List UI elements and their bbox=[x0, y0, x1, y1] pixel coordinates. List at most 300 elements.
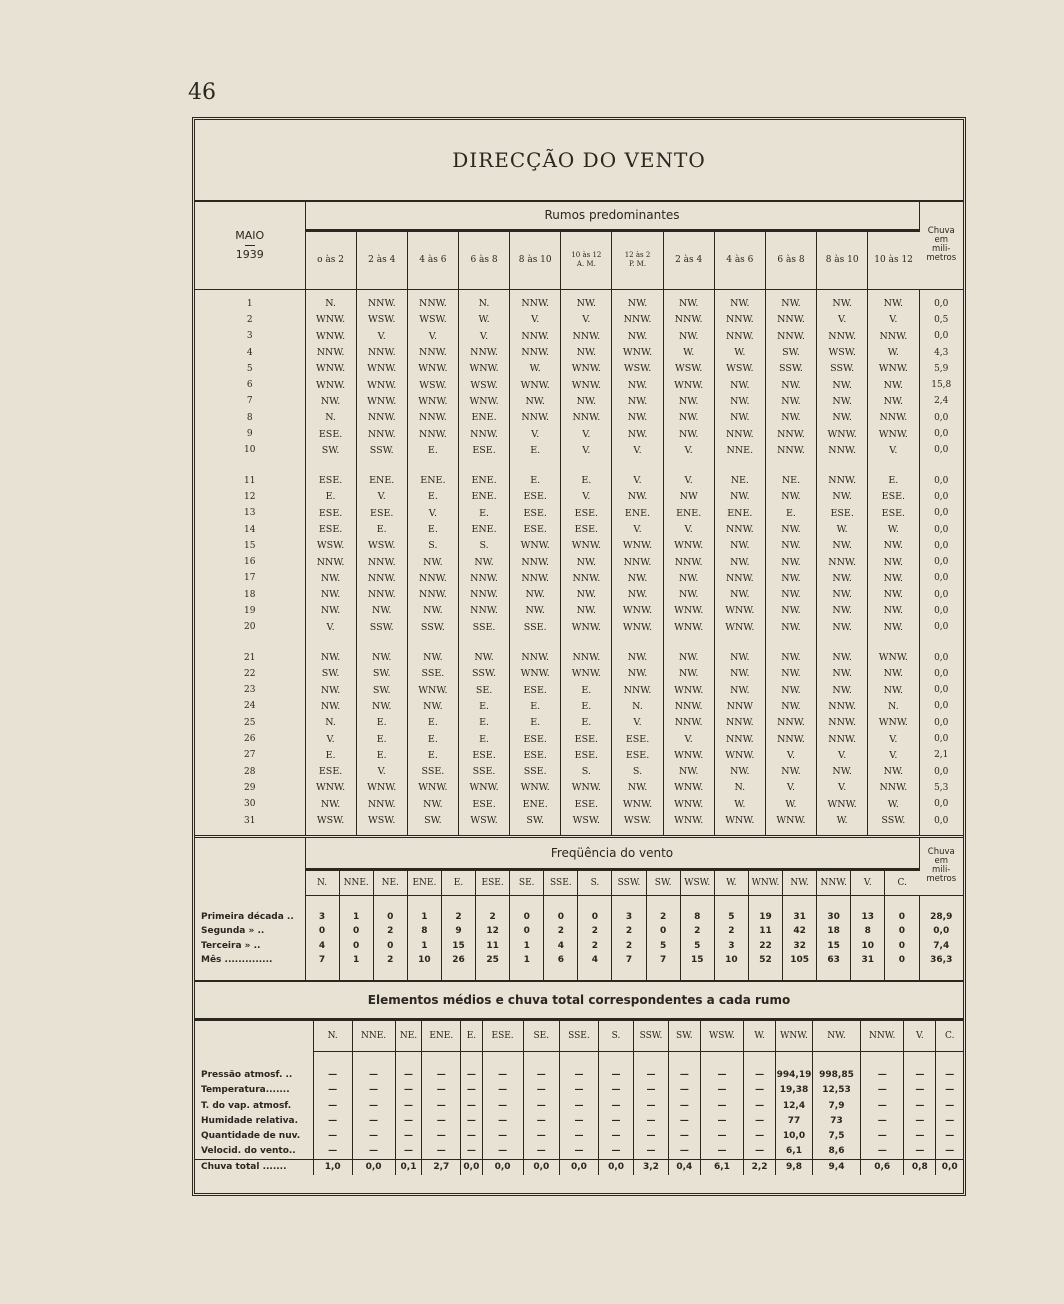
direction-header: NW. bbox=[812, 1019, 860, 1051]
wind-direction-cell: E. bbox=[510, 698, 561, 714]
frequency-value: 2 bbox=[578, 939, 612, 954]
frequency-value: 7 bbox=[646, 953, 680, 968]
element-value: — bbox=[598, 1083, 633, 1098]
element-value: — bbox=[743, 1068, 775, 1083]
element-value: — bbox=[904, 1128, 936, 1143]
spacer-cell bbox=[919, 968, 963, 981]
frequency-row bbox=[195, 939, 963, 954]
spacer-cell bbox=[598, 1051, 633, 1068]
row-label: Pressão atmosf. .. bbox=[195, 1068, 313, 1083]
wind-direction-cell: ENE. bbox=[407, 472, 458, 488]
day-number: 10 bbox=[195, 442, 305, 458]
wind-direction-cell: V. bbox=[612, 521, 663, 537]
wind-direction-cell: NW. bbox=[817, 538, 868, 554]
spacer-cell bbox=[680, 895, 714, 910]
wind-direction-cell: NW. bbox=[817, 489, 868, 505]
wind-direction-cell: WNW. bbox=[305, 361, 356, 377]
wind-direction-cell: NNW. bbox=[458, 570, 509, 586]
rain-value: 15,8 bbox=[931, 380, 952, 391]
elem-blank bbox=[195, 1019, 313, 1051]
wind-direction-cell: ESE. bbox=[510, 731, 561, 747]
wind-direction-cell: WSW. bbox=[407, 312, 458, 328]
day-row bbox=[195, 377, 963, 393]
spacer-cell bbox=[195, 968, 305, 981]
wind-direction-cell: W. bbox=[714, 344, 765, 360]
wind-direction-cell: ESE. bbox=[817, 505, 868, 521]
spacer-cell bbox=[646, 968, 680, 981]
wind-direction-cell: NW. bbox=[714, 393, 765, 409]
element-value: — bbox=[461, 1068, 483, 1083]
wind-direction-cell: NNW. bbox=[817, 715, 868, 731]
element-value: — bbox=[523, 1128, 560, 1143]
wind-direction-cell: E. bbox=[458, 505, 509, 521]
element-value: — bbox=[482, 1098, 523, 1113]
wind-direction-cell: ENE. bbox=[458, 410, 509, 426]
wind-direction-cell: SSW. bbox=[868, 812, 919, 828]
frequency-value: 2 bbox=[441, 910, 475, 925]
element-value: — bbox=[395, 1068, 422, 1083]
wind-direction-cell: V. bbox=[356, 328, 407, 344]
wind-direction-cell: NW. bbox=[305, 587, 356, 603]
page-number: 46 bbox=[188, 80, 216, 105]
hour-header bbox=[612, 230, 663, 289]
wind-direction-cell: WNW. bbox=[714, 603, 765, 619]
element-row bbox=[195, 1098, 963, 1113]
wind-direction-cell: E. bbox=[510, 472, 561, 488]
wind-direction-cell: NW. bbox=[765, 682, 816, 698]
element-value: 0,1 bbox=[395, 1159, 422, 1175]
wind-direction-cell: NW. bbox=[868, 764, 919, 780]
wind-direction-cell: ESE. bbox=[510, 747, 561, 763]
wind-direction-cell: SSW. bbox=[765, 361, 816, 377]
element-value: — bbox=[904, 1098, 936, 1113]
direction-header: WSW. bbox=[700, 1019, 743, 1051]
element-value: — bbox=[352, 1083, 395, 1098]
spacer-cell bbox=[714, 968, 748, 981]
wind-direction-cell: E. bbox=[765, 505, 816, 521]
day-number: 17 bbox=[195, 570, 305, 586]
wind-direction-cell: NW. bbox=[305, 393, 356, 409]
frequency-value: 1 bbox=[407, 910, 441, 925]
wind-direction-cell: E. bbox=[561, 682, 612, 698]
frequency-value: 31 bbox=[783, 910, 817, 925]
direction-header: N. bbox=[313, 1019, 352, 1051]
freq-rain-header bbox=[919, 838, 963, 896]
wind-direction-cell: NW. bbox=[817, 666, 868, 682]
direction-header: NNW. bbox=[817, 869, 851, 895]
spacer-cell bbox=[195, 458, 305, 472]
day-number: 6 bbox=[195, 377, 305, 393]
day-row bbox=[195, 472, 963, 488]
wind-direction-cell: NNW. bbox=[407, 344, 458, 360]
frequency-value: 10 bbox=[714, 953, 748, 968]
wind-direction-cell: V. bbox=[868, 747, 919, 763]
wind-direction-cell: WNW. bbox=[714, 747, 765, 763]
frequency-value: 3 bbox=[305, 910, 339, 925]
frequency-value: 0 bbox=[339, 924, 373, 939]
direction-header: SE. bbox=[510, 869, 544, 895]
day-row bbox=[195, 796, 963, 812]
element-value: — bbox=[743, 1083, 775, 1098]
spacer-cell bbox=[885, 968, 919, 981]
rain-header-line: metros bbox=[926, 253, 957, 264]
wind-direction-cell: SSE. bbox=[510, 619, 561, 635]
frequency-value: 63 bbox=[817, 953, 851, 968]
wind-direction-cell: NW. bbox=[714, 538, 765, 554]
wind-direction-cell: WNW. bbox=[663, 812, 714, 828]
wind-direction-cell: WNW. bbox=[714, 812, 765, 828]
day-number: 21 bbox=[195, 649, 305, 665]
wind-direction-cell: NNW. bbox=[663, 698, 714, 714]
wind-direction-cell: SSE. bbox=[407, 764, 458, 780]
element-value: — bbox=[861, 1083, 904, 1098]
wind-direction-cell: NW. bbox=[407, 698, 458, 714]
wind-direction-cell: E. bbox=[407, 521, 458, 537]
frequency-value: 0 bbox=[578, 910, 612, 925]
element-value: — bbox=[352, 1128, 395, 1143]
wind-direction-cell: NNW. bbox=[561, 328, 612, 344]
spacer-cell bbox=[544, 968, 578, 981]
row-label: Primeira década .. bbox=[195, 910, 305, 925]
wind-direction-cell: NW. bbox=[765, 296, 816, 312]
spacer-row bbox=[195, 635, 963, 649]
spacer-cell bbox=[868, 635, 919, 649]
wind-direction-cell: NNW. bbox=[356, 344, 407, 360]
spacer-cell bbox=[476, 968, 510, 981]
element-value: — bbox=[598, 1068, 633, 1083]
element-value: — bbox=[313, 1144, 352, 1160]
frequency-value: 3 bbox=[612, 910, 646, 925]
wind-direction-cell: NW. bbox=[765, 538, 816, 554]
wind-direction-cell: WSW. bbox=[714, 361, 765, 377]
day-number: 29 bbox=[195, 780, 305, 796]
wind-direction-cell: V. bbox=[817, 780, 868, 796]
element-value: 12,53 bbox=[812, 1083, 860, 1098]
wind-direction-cell: S. bbox=[561, 764, 612, 780]
wind-direction-cell: ESE. bbox=[868, 489, 919, 505]
rain-value: 2,4 bbox=[934, 396, 949, 407]
wind-direction-cell: E. bbox=[561, 698, 612, 714]
wind-direction-cell: ENE. bbox=[458, 521, 509, 537]
wind-direction-cell: NW. bbox=[561, 587, 612, 603]
wind-direction-cell: NNW. bbox=[510, 410, 561, 426]
wind-direction-cell: NW. bbox=[612, 666, 663, 682]
day-row bbox=[195, 649, 963, 665]
spacer-cell bbox=[458, 635, 509, 649]
wind-direction-cell: NW. bbox=[765, 410, 816, 426]
wind-direction-cell: NW. bbox=[714, 554, 765, 570]
frequency-value: 2 bbox=[373, 924, 407, 939]
wind-direction-cell: NW. bbox=[510, 587, 561, 603]
row-label: Velocid. do vento.. bbox=[195, 1144, 313, 1160]
wind-direction-cell: NW. bbox=[612, 296, 663, 312]
wind-direction-cell: WSW. bbox=[663, 361, 714, 377]
frequency-value: 4 bbox=[544, 939, 578, 954]
frequency-value: 1 bbox=[510, 953, 544, 968]
wind-direction-cell: WNW. bbox=[817, 796, 868, 812]
wind-direction-cell: NW. bbox=[868, 619, 919, 635]
spacer-cell bbox=[851, 968, 885, 981]
spacer-cell bbox=[578, 968, 612, 981]
rain-header-line: metros bbox=[926, 874, 957, 885]
wind-direction-cell: WNW. bbox=[868, 361, 919, 377]
hour-header: 8 às 10 bbox=[510, 230, 561, 289]
wind-direction-cell: S. bbox=[407, 538, 458, 554]
wind-direction-cell: SSW. bbox=[817, 361, 868, 377]
element-value: — bbox=[482, 1083, 523, 1098]
wind-direction-cell: V. bbox=[612, 472, 663, 488]
element-value: — bbox=[482, 1144, 523, 1160]
spacer-cell bbox=[919, 458, 963, 472]
rain-value: 0,0 bbox=[934, 491, 949, 502]
wind-direction-cell: NW. bbox=[817, 619, 868, 635]
wind-direction-cell: NNW. bbox=[765, 312, 816, 328]
wind-direction-cell: WNW. bbox=[663, 747, 714, 763]
frequency-value: 1 bbox=[510, 939, 544, 954]
frequency-value: 0 bbox=[339, 939, 373, 954]
hour-header: 2 às 4 bbox=[356, 230, 407, 289]
wind-direction-cell: SSW. bbox=[356, 442, 407, 458]
wind-direction-cell: SSE. bbox=[407, 666, 458, 682]
day-row bbox=[195, 554, 963, 570]
element-value: — bbox=[598, 1128, 633, 1143]
rain-value: 5,9 bbox=[934, 363, 949, 374]
wind-direction-cell: NW. bbox=[817, 410, 868, 426]
wind-direction-cell: WNW. bbox=[407, 682, 458, 698]
day-number: 14 bbox=[195, 521, 305, 537]
element-value: 0,0 bbox=[560, 1159, 599, 1175]
direction-header: NE. bbox=[373, 869, 407, 895]
rain-value: 0,0 bbox=[934, 445, 949, 456]
frequency-value: 12 bbox=[476, 924, 510, 939]
rain-value: 0,0 bbox=[934, 701, 949, 712]
wind-direction-cell: SSE. bbox=[458, 619, 509, 635]
frequency-value: 0 bbox=[373, 939, 407, 954]
spacer-cell bbox=[612, 458, 663, 472]
freq-blank bbox=[195, 869, 305, 895]
direction-header: NW. bbox=[783, 869, 817, 895]
wind-direction-cell: NW. bbox=[356, 698, 407, 714]
element-row bbox=[195, 1113, 963, 1128]
day-row bbox=[195, 587, 963, 603]
element-value: — bbox=[743, 1098, 775, 1113]
rain-value: 0,0 bbox=[934, 815, 949, 826]
wind-direction-cell: WNW. bbox=[663, 682, 714, 698]
element-value: — bbox=[461, 1144, 483, 1160]
element-value: — bbox=[668, 1113, 700, 1128]
element-value: — bbox=[560, 1098, 599, 1113]
spacer-cell bbox=[373, 968, 407, 981]
wind-direction-cell: NNW. bbox=[510, 554, 561, 570]
element-value: — bbox=[560, 1113, 599, 1128]
frequency-value: 1 bbox=[339, 910, 373, 925]
wind-direction-cell: V. bbox=[765, 780, 816, 796]
wind-direction-cell: NNW. bbox=[561, 410, 612, 426]
frequency-value: 11 bbox=[476, 939, 510, 954]
day-row bbox=[195, 442, 963, 458]
direction-header: SW. bbox=[668, 1019, 700, 1051]
day-number: 28 bbox=[195, 764, 305, 780]
frequency-value: 15 bbox=[441, 939, 475, 954]
wind-direction-cell: NNW. bbox=[407, 426, 458, 442]
day-number: 20 bbox=[195, 619, 305, 635]
wind-direction-cell: V. bbox=[663, 521, 714, 537]
wind-direction-cell: NW. bbox=[407, 554, 458, 570]
wind-direction-cell: NNW. bbox=[714, 328, 765, 344]
spacer-cell bbox=[313, 1051, 352, 1068]
frequency-value: 15 bbox=[817, 939, 851, 954]
element-value: 12,4 bbox=[776, 1098, 813, 1113]
element-value: — bbox=[461, 1083, 483, 1098]
element-value: — bbox=[668, 1098, 700, 1113]
element-value: — bbox=[743, 1113, 775, 1128]
wind-direction-cell: V. bbox=[612, 442, 663, 458]
spacer-cell bbox=[441, 968, 475, 981]
wind-direction-cell: NNW. bbox=[817, 472, 868, 488]
element-value: — bbox=[743, 1144, 775, 1160]
frequency-row bbox=[195, 910, 963, 925]
wind-direction-cell: E. bbox=[356, 715, 407, 731]
wind-direction-cell: V. bbox=[561, 489, 612, 505]
rain-value: 5,3 bbox=[934, 782, 949, 793]
element-value: — bbox=[743, 1128, 775, 1143]
wind-direction-cell: WNW. bbox=[868, 426, 919, 442]
wind-direction-cell: NW. bbox=[663, 296, 714, 312]
day-number: 30 bbox=[195, 796, 305, 812]
frequency-value: 1 bbox=[407, 939, 441, 954]
wind-direction-cell: NW. bbox=[868, 570, 919, 586]
rain-value: 4,3 bbox=[934, 347, 949, 358]
spacer-cell bbox=[305, 895, 339, 910]
wind-direction-cell: NNW. bbox=[663, 312, 714, 328]
hour-label: 10 às 12 bbox=[571, 251, 602, 259]
frequency-value: 32 bbox=[783, 939, 817, 954]
wind-direction-cell: NW. bbox=[868, 296, 919, 312]
wind-direction-cell: NNW. bbox=[765, 328, 816, 344]
wind-direction-cell: NNW. bbox=[356, 587, 407, 603]
element-value: 77 bbox=[776, 1113, 813, 1128]
element-value: — bbox=[395, 1098, 422, 1113]
day-number: 3 bbox=[195, 328, 305, 344]
rain-value: 0,0 bbox=[934, 652, 949, 663]
wind-direction-cell: SSW. bbox=[356, 619, 407, 635]
elements-table bbox=[195, 982, 963, 1175]
wind-direction-cell: WNW. bbox=[663, 603, 714, 619]
wind-direction-cell: NW. bbox=[305, 682, 356, 698]
wind-direction-cell: E. bbox=[407, 731, 458, 747]
wind-direction-cell: E. bbox=[510, 715, 561, 731]
wind-direction-cell: NNW. bbox=[817, 698, 868, 714]
direction-header: ESE. bbox=[476, 869, 510, 895]
spacer-cell bbox=[868, 458, 919, 472]
spacer-cell bbox=[885, 895, 919, 910]
wind-direction-cell: ESE. bbox=[510, 489, 561, 505]
element-value: 10,0 bbox=[776, 1128, 813, 1143]
day-row bbox=[195, 682, 963, 698]
wind-direction-cell: NW. bbox=[612, 587, 663, 603]
wind-direction-cell: NNW. bbox=[510, 344, 561, 360]
spacer-row bbox=[195, 895, 963, 910]
wind-direction-cell: WSW. bbox=[356, 312, 407, 328]
wind-direction-cell: ESE. bbox=[868, 505, 919, 521]
spacer-cell bbox=[195, 895, 305, 910]
wind-direction-cell: NW. bbox=[817, 393, 868, 409]
wind-direction-cell: ESE. bbox=[458, 442, 509, 458]
rain-header-line: Chuva bbox=[927, 226, 955, 237]
element-value: 3,2 bbox=[634, 1159, 668, 1175]
frequency-value: 0 bbox=[373, 910, 407, 925]
wind-direction-cell: ESE. bbox=[305, 764, 356, 780]
spacer-cell bbox=[612, 635, 663, 649]
spacer-cell bbox=[578, 895, 612, 910]
frequency-value: 9 bbox=[441, 924, 475, 939]
wind-direction-cell: NW. bbox=[817, 587, 868, 603]
spacer-cell bbox=[407, 895, 441, 910]
frequency-value: 26 bbox=[441, 953, 475, 968]
wind-direction-cell: ENE. bbox=[510, 796, 561, 812]
rain-value: 0,0 bbox=[934, 475, 949, 486]
wind-direction-cell: ESE. bbox=[510, 505, 561, 521]
wind-direction-cell: WNW. bbox=[305, 377, 356, 393]
wind-direction-cell: NW. bbox=[612, 780, 663, 796]
wind-direction-cell: NNW. bbox=[612, 682, 663, 698]
hour-header: o às 2 bbox=[305, 230, 356, 289]
frequency-value: 7 bbox=[612, 953, 646, 968]
element-value: — bbox=[523, 1083, 560, 1098]
element-value: 73 bbox=[812, 1113, 860, 1128]
frequency-value: 1 bbox=[339, 953, 373, 968]
day-row bbox=[195, 344, 963, 360]
frequency-value: 5 bbox=[680, 939, 714, 954]
direction-header: NNE. bbox=[339, 869, 373, 895]
wind-direction-cell: WNW. bbox=[305, 312, 356, 328]
wind-direction-cell: N. bbox=[305, 296, 356, 312]
direction-header: N. bbox=[305, 869, 339, 895]
wind-direction-cell: V. bbox=[663, 442, 714, 458]
element-value: 7,9 bbox=[812, 1098, 860, 1113]
day-row bbox=[195, 410, 963, 426]
element-value: — bbox=[634, 1083, 668, 1098]
frequency-value: 42 bbox=[783, 924, 817, 939]
wind-direction-cell: NW. bbox=[612, 328, 663, 344]
wind-direction-cell: V. bbox=[407, 505, 458, 521]
spacer-cell bbox=[305, 458, 356, 472]
element-value: — bbox=[945, 1131, 955, 1142]
wind-direction-cell: NW. bbox=[868, 603, 919, 619]
element-value: — bbox=[700, 1113, 743, 1128]
wind-direction-cell: NNW. bbox=[356, 296, 407, 312]
hour-header: 6 às 8 bbox=[458, 230, 509, 289]
frequency-value: 22 bbox=[748, 939, 782, 954]
direction-header: SW. bbox=[646, 869, 680, 895]
element-value: 0,0 bbox=[352, 1159, 395, 1175]
wind-direction-cell: WSW. bbox=[561, 812, 612, 828]
rain-value: 0,0 bbox=[934, 589, 949, 600]
row-label: Quantidade de nuv. bbox=[195, 1128, 313, 1143]
wind-direction-cell: NW. bbox=[561, 603, 612, 619]
element-value: — bbox=[904, 1083, 936, 1098]
wind-direction-cell: ESE. bbox=[561, 731, 612, 747]
frequency-value: 15 bbox=[680, 953, 714, 968]
rain-header-line: mili- bbox=[932, 244, 951, 255]
frequency-value: 2 bbox=[646, 910, 680, 925]
day-row bbox=[195, 521, 963, 537]
wind-direction-cell: NW. bbox=[663, 328, 714, 344]
wind-direction-cell: ENE. bbox=[458, 489, 509, 505]
day-number: 23 bbox=[195, 682, 305, 698]
frequency-value: 13 bbox=[851, 910, 885, 925]
wind-direction-cell: E. bbox=[561, 715, 612, 731]
